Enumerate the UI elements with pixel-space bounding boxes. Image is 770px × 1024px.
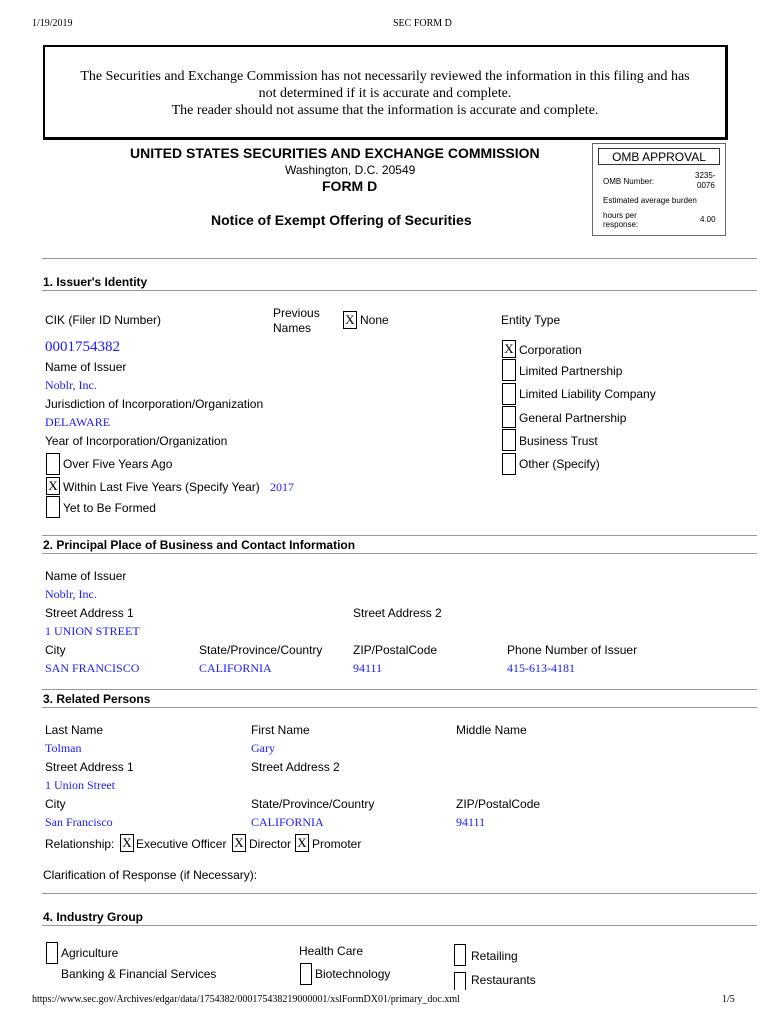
entity-business-trust-checkbox[interactable] [502, 429, 516, 451]
issuer-name-label: Name of Issuer [45, 360, 127, 374]
entity-general-partnership-label: General Partnership [519, 411, 627, 425]
person-state-value: CALIFORNIA [251, 815, 324, 829]
footer-page-number: 1/5 [722, 994, 735, 1005]
industry-agriculture-checkbox[interactable] [46, 942, 58, 964]
omb-burden-label: Estimated average burden [603, 196, 697, 205]
business-street1-label: Street Address 1 [45, 606, 134, 620]
entity-limited-partnership-label: Limited Partnership [519, 364, 623, 378]
year-within-five-value: 2017 [270, 480, 294, 494]
omb-hours-label-1: hours per [603, 211, 637, 220]
print-title: SEC FORM D [393, 18, 452, 29]
industry-restaurants-label: Restaurants [471, 973, 536, 987]
business-zip-value: 94111 [353, 661, 383, 675]
relationship-promoter-label: Promoter [312, 837, 362, 851]
disclaimer-line-2: not determined if it is accurate and complete. [258, 86, 512, 101]
entity-llc-checkbox[interactable] [502, 383, 516, 405]
person-zip-value: 94111 [456, 815, 486, 829]
person-street2-label: Street Address 2 [251, 760, 340, 774]
person-state-label: State/Province/Country [251, 797, 375, 811]
disclaimer-box [43, 45, 728, 140]
entity-other-label: Other (Specify) [519, 457, 600, 471]
person-city-value: San Francisco [45, 815, 113, 829]
relationship-executive-checkbox[interactable]: X [120, 834, 134, 852]
business-state-value: CALIFORNIA [199, 661, 272, 675]
year-label: Year of Incorporation/Organization [45, 434, 228, 448]
divider [42, 535, 757, 536]
industry-retailing-checkbox[interactable] [454, 944, 466, 966]
divider [42, 553, 757, 554]
omb-number-label: OMB Number: [603, 177, 655, 186]
industry-health-care-label: Health Care [299, 944, 364, 958]
industry-banking-label: Banking & Financial Services [61, 967, 217, 981]
business-city-value: SAN FRANCISCO [45, 661, 140, 675]
relationship-director-label: Director [249, 837, 292, 851]
business-name-value: Noblr, Inc. [45, 587, 97, 601]
none-label: None [360, 313, 389, 327]
industry-biotechnology-label: Biotechnology [315, 967, 391, 981]
person-first-name-value: Gary [251, 741, 275, 755]
business-phone-value: 415-613-4181 [507, 661, 575, 675]
entity-llc-label: Limited Liability Company [519, 387, 656, 401]
cik-label: CIK (Filer ID Number) [45, 313, 162, 327]
disclaimer-line-1: The Securities and Exchange Commission has not necessarily reviewed the information in this filing and has [80, 69, 690, 84]
omb-hours-label-2: response: [603, 220, 639, 229]
person-street1-label: Street Address 1 [45, 760, 134, 774]
omb-number-value-1: 3235- [695, 171, 716, 180]
agency-name: UNITED STATES SECURITIES AND EXCHANGE COMMISSION [130, 145, 540, 161]
entity-limited-partnership-checkbox[interactable] [502, 359, 516, 381]
entity-corporation-checkbox[interactable]: X [502, 340, 516, 358]
industry-retailing-label: Retailing [471, 949, 518, 963]
business-name-label: Name of Issuer [45, 569, 127, 583]
omb-number-value-2: 0076 [697, 181, 715, 190]
omb-title: OMB APPROVAL [598, 148, 720, 165]
relationship-director-checkbox[interactable]: X [232, 834, 246, 852]
person-last-name-label: Last Name [45, 723, 104, 737]
person-first-name-label: First Name [251, 723, 310, 737]
jurisdiction-value: DELAWARE [45, 415, 111, 429]
divider [42, 893, 757, 894]
relationship-executive-label: Executive Officer [136, 837, 227, 851]
year-yet-to-be-formed-label: Yet to Be Formed [63, 501, 156, 515]
business-phone-label: Phone Number of Issuer [507, 643, 638, 657]
business-zip-label: ZIP/PostalCode [353, 643, 438, 657]
person-street1-value: 1 Union Street [45, 778, 115, 792]
year-yet-to-be-formed-checkbox[interactable] [46, 496, 60, 518]
divider [42, 707, 757, 708]
divider [42, 290, 757, 291]
section-3-title: 3. Related Persons [43, 692, 151, 706]
year-over-five-label: Over Five Years Ago [63, 457, 173, 471]
jurisdiction-label: Jurisdiction of Incorporation/Organization [45, 397, 264, 411]
entity-other-checkbox[interactable] [502, 453, 516, 475]
section-1-title: 1. Issuer's Identity [43, 275, 148, 289]
omb-hours-value: 4.00 [700, 215, 716, 224]
notice-title: Notice of Exempt Offering of Securities [211, 212, 472, 228]
person-last-name-value: Tolman [45, 741, 82, 755]
industry-agriculture-label: Agriculture [61, 946, 119, 960]
entity-general-partnership-checkbox[interactable] [502, 406, 516, 428]
issuer-name-value: Noblr, Inc. [45, 378, 97, 392]
divider [42, 258, 757, 259]
print-date: 1/19/2019 [32, 18, 73, 29]
previous-names-label-2: Names [273, 321, 312, 335]
form-title: FORM D [322, 178, 378, 194]
previous-names-label-1: Previous [273, 306, 320, 320]
clarification-label: Clarification of Response (if Necessary): [43, 868, 258, 882]
business-state-label: State/Province/Country [199, 643, 323, 657]
section-4-title: 4. Industry Group [43, 910, 144, 924]
entity-type-label: Entity Type [501, 313, 561, 327]
person-middle-name-label: Middle Name [456, 723, 527, 737]
year-within-five-label: Within Last Five Years (Specify Year) [63, 480, 260, 494]
omb-approval-box [592, 143, 726, 236]
business-street1-value: 1 UNION STREET [45, 624, 140, 638]
entity-corporation-label: Corporation [519, 343, 582, 357]
year-over-five-checkbox[interactable] [46, 453, 60, 475]
entity-business-trust-label: Business Trust [519, 434, 598, 448]
business-city-label: City [45, 643, 66, 657]
person-city-label: City [45, 797, 66, 811]
divider [42, 689, 757, 690]
section-2-title: 2. Principal Place of Business and Contact Information [43, 538, 356, 552]
year-within-five-checkbox[interactable]: X [46, 477, 60, 495]
agency-address: Washington, D.C. 20549 [285, 163, 416, 177]
person-zip-label: ZIP/PostalCode [456, 797, 541, 811]
business-street2-label: Street Address 2 [353, 606, 442, 620]
industry-restaurants-checkbox[interactable] [454, 972, 466, 992]
cik-value: 0001754382 [45, 339, 120, 355]
disclaimer-line-3: The reader should not assume that the information is accurate and complete. [171, 103, 599, 118]
relationship-label: Relationship: [45, 837, 115, 851]
industry-biotechnology-checkbox[interactable] [300, 963, 312, 985]
relationship-promoter-checkbox[interactable]: X [295, 834, 309, 852]
footer-url: https://www.sec.gov/Archives/edgar/data/1754382/000175438219000001/xslFormDX01/primary_doc.xml [32, 994, 460, 1005]
previous-names-none-checkbox[interactable]: X [343, 311, 357, 329]
divider [42, 925, 757, 926]
